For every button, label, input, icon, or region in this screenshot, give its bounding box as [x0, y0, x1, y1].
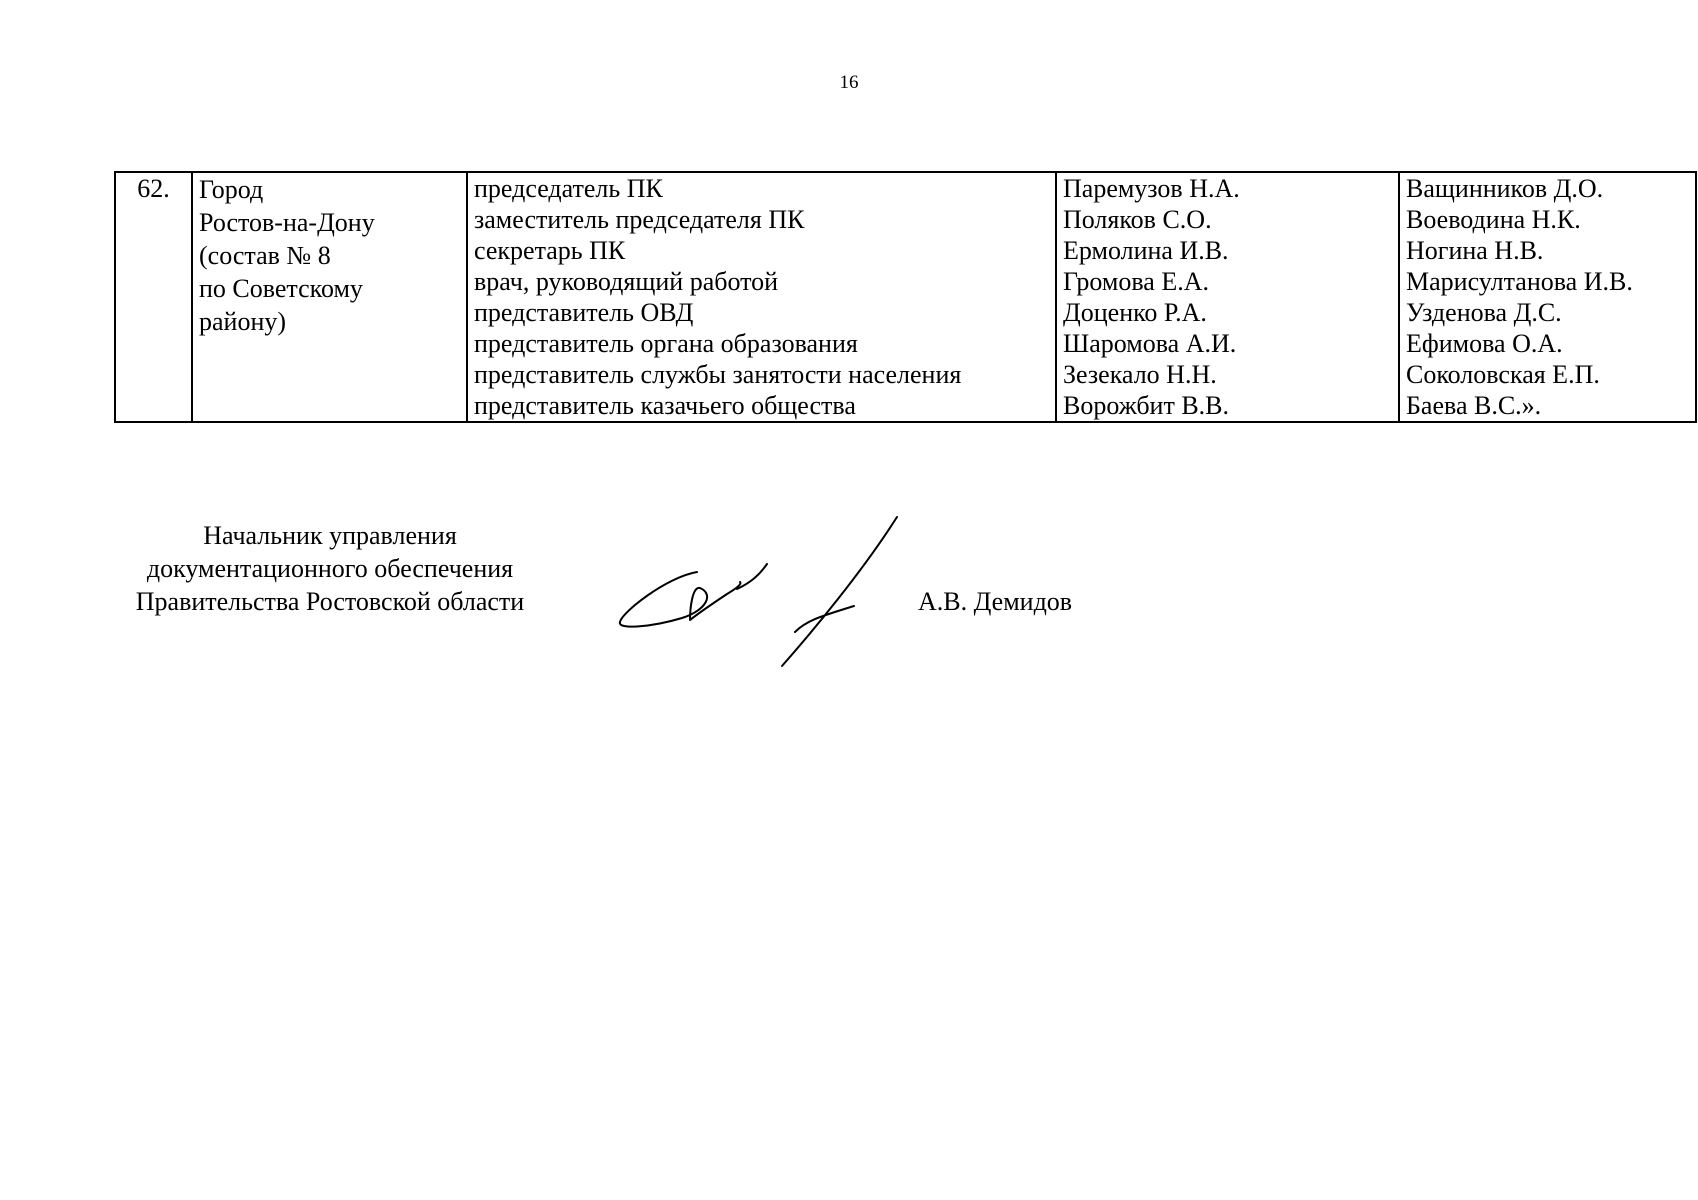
position-item: секретарь ПК — [474, 236, 626, 265]
territory-line: (состав № 8 — [199, 241, 331, 270]
reserve-name: Марисултанова И.В. — [1406, 267, 1633, 296]
member-name: Громова Е.А. — [1063, 267, 1209, 296]
reserve-name: Воеводина Н.К. — [1406, 205, 1581, 234]
signatory-title-line: документационного обеспечения — [146, 554, 514, 583]
commission-table — [114, 171, 1697, 423]
signatory-title-line: Правительства Ростовской области — [135, 587, 525, 616]
reserve-name: Узденова Д.С. — [1406, 298, 1562, 327]
position-item: врач, руководящий работой — [474, 267, 779, 296]
member-name: Зезекало Н.Н. — [1063, 360, 1217, 389]
signatory-title — [110, 519, 550, 618]
position-item: представитель органа образования — [474, 329, 858, 358]
member-name: Доценко Р.А. — [1063, 298, 1207, 327]
member-name: Поляков С.О. — [1063, 205, 1212, 234]
reserve-name: Ващинников Д.О. — [1406, 174, 1604, 203]
page-number: 16 — [839, 72, 859, 93]
members-cell — [1056, 172, 1399, 422]
member-name: Ворожбит В.В. — [1063, 391, 1230, 420]
signer-name: А.В. Демидов — [918, 587, 1073, 616]
territory-cell — [192, 172, 467, 422]
territory-line: району) — [199, 307, 287, 336]
position-item: заместитель председателя ПК — [474, 205, 805, 234]
reserves-cell — [1399, 172, 1696, 422]
positions-cell — [467, 172, 1056, 422]
reserve-name: Баева В.С.». — [1406, 391, 1542, 420]
position-item: представитель ОВД — [474, 298, 694, 327]
member-name: Паремузов Н.А. — [1063, 174, 1240, 203]
signatory-title-line: Начальник управления — [203, 521, 457, 550]
table-row — [115, 172, 1696, 422]
reserve-name: Ногина Н.В. — [1406, 236, 1544, 265]
member-name: Шаромова А.И. — [1063, 329, 1237, 358]
position-item: представитель службы занятости населения — [474, 360, 962, 389]
territory-line: по Советскому — [199, 274, 363, 303]
member-name: Ермолина И.В. — [1063, 236, 1229, 265]
position-item: председатель ПК — [474, 174, 663, 203]
territory-line: Город — [199, 175, 264, 204]
territory-line: Ростов-на-Дону — [199, 208, 375, 237]
reserve-name: Ефимова О.А. — [1406, 329, 1563, 358]
handwritten-signature — [612, 512, 912, 672]
reserve-name: Соколовская Е.П. — [1406, 360, 1600, 389]
position-item: представитель казачьего общества — [474, 391, 856, 420]
row-number: 62. — [115, 172, 192, 422]
